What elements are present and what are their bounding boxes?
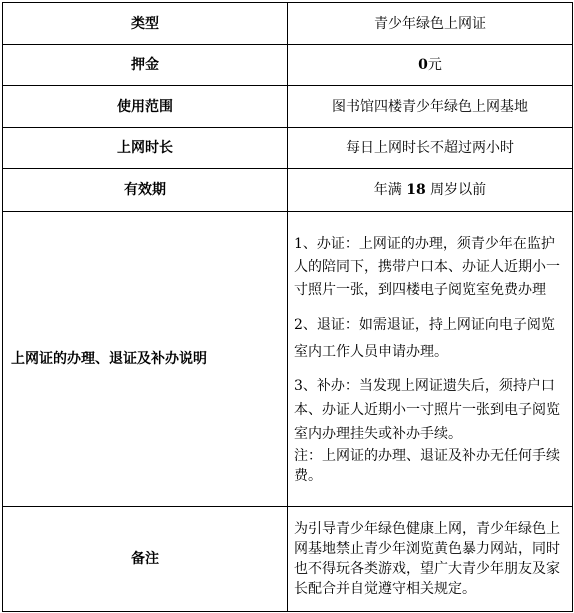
procedure-item-apply: 1、办证：上网证的办理，须青少年在监护人的陪同下，携带户口本、办证人近期小一寸照片一张，到四楼电子阅览室免费办理 [294,235,560,298]
validity-prefix: 年满 [373,182,407,198]
procedure-description [288,212,573,507]
remark-value: 为引导青少年绿色健康上网，青少年绿色上网基地禁止青少年浏览黄色暴力网站，同时也不得玩各类游戏，望广大青少年朋友及家长配合并自觉遵守相关规定。 [288,507,573,612]
type-value: 青少年绿色上网证 [288,3,573,45]
procedure-label: 上网证的办理、退证及补办说明 [3,212,288,507]
validity-suffix: 周岁以前 [425,182,487,198]
row-scope [3,86,573,128]
type-label: 类型 [3,3,288,45]
row-type [3,3,573,45]
validity-label: 有效期 [3,169,288,212]
time-value: 每日上网时长不超过两小时 [288,128,573,169]
scope-value: 图书馆四楼青少年绿色上网基地 [288,86,573,128]
procedure-item-reissue: 3、补办：当发现上网证遗失后，须持户口本、办证人近期小一寸照片一张到电子阅览室内办理挂失或补办手续。 [294,377,560,442]
procedure-note: 注：上网证的办理、退证及补办无任何手续费。 [294,447,560,484]
scope-label: 使用范围 [3,86,288,128]
row-time [3,128,573,169]
deposit-label: 押金 [3,45,288,86]
validity-value [288,169,573,212]
procedure-item-return: 2、退证：如需退证，持上网证向电子阅览室内工作人员申请办理。 [294,316,555,360]
deposit-unit: 元 [427,57,442,73]
time-label: 上网时长 [3,128,288,169]
deposit-amount: 0 [418,57,428,73]
deposit-value [288,45,573,86]
row-deposit [3,45,573,86]
green-internet-card-info-table [2,2,573,612]
row-remark [3,507,573,612]
row-procedure [3,212,573,507]
remark-label: 备注 [3,507,288,612]
row-validity [3,169,573,212]
validity-age: 18 [406,182,426,198]
